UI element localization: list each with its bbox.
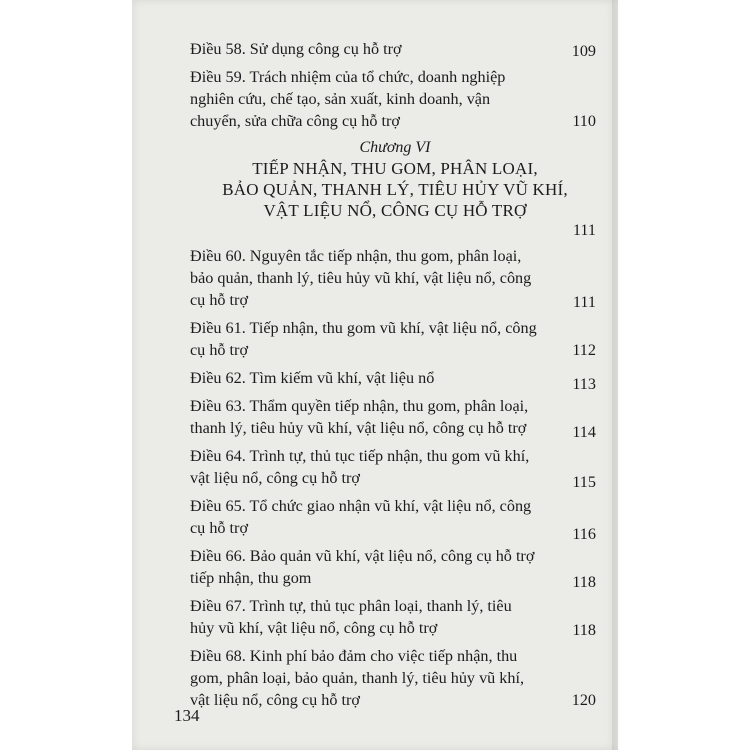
toc-entry-66 (190, 545, 596, 591)
toc-entry-page: 113 (572, 375, 596, 393)
chapter-title-line: VẬT LIỆU NỔ, CÔNG CỤ HỖ TRỢ (263, 201, 527, 220)
chapter-heading (190, 138, 600, 239)
toc-entry-page: 110 (572, 112, 596, 130)
toc-entry-text: Điều 61. Tiếp nhận, thu gom vũ khí, vật liệu nổ, công cụ hỗ trợ (190, 319, 537, 359)
toc-entry-text: Điều 67. Trình tự, thủ tục phân loại, thanh lý, tiêu hủy vũ khí, vật liệu nổ, công cụ hỗ trợ (190, 597, 512, 637)
toc-entry-58 (190, 38, 600, 60)
toc-entry-text: Điều 60. Nguyên tắc tiếp nhận, thu gom, phân loại, bảo quản, thanh lý, tiêu hủy vũ khí, vật liệu nổ, công cụ hỗ trợ (190, 247, 532, 309)
toc-entry-61 (190, 317, 596, 361)
toc-entry-text: Điều 62. Tìm kiếm vũ khí, vật liệu nổ (190, 369, 435, 387)
toc-entry-68 (190, 645, 596, 711)
table-of-contents (190, 38, 600, 717)
chapter-title-line: BẢO QUẢN, THANH LÝ, TIÊU HỦY VŨ KHÍ, (222, 180, 568, 199)
toc-entry-page: 111 (572, 293, 596, 311)
toc-entry-text: Điều 65. Tổ chức giao nhận vũ khí, vật liệu nổ, công cụ hỗ trợ (190, 497, 532, 537)
toc-entry-63 (190, 395, 596, 441)
toc-entry-text: Điều 59. Trách nhiệm của tổ chức, doanh nghiệp nghiên cứu, chế tạo, sản xuất, kinh doanh, vận chuyển, sửa chữa công cụ hỗ trợ (190, 68, 506, 130)
toc-entry-60 (190, 245, 596, 311)
toc-entry-page: 115 (572, 473, 596, 491)
toc-entry-59 (190, 66, 596, 132)
page-edge-shadow (612, 0, 620, 750)
chapter-page: 111 (572, 221, 596, 239)
chapter-label: Chương VI (359, 139, 431, 156)
chapter-title-line: TIẾP NHẬN, THU GOM, PHÂN LOẠI, (252, 159, 538, 178)
toc-entry-64 (190, 445, 596, 491)
page-number: 134 (174, 706, 200, 725)
toc-entry-65 (190, 495, 596, 543)
toc-entry-page: 116 (572, 525, 596, 543)
toc-entry-text: Điều 64. Trình tự, thủ tục tiếp nhận, thu gom vũ khí, vật liệu nổ, công cụ hỗ trợ (190, 447, 530, 487)
toc-entry-page: 109 (571, 42, 596, 60)
toc-entry-page: 118 (572, 621, 596, 639)
toc-entry-text: Điều 66. Bảo quản vũ khí, vật liệu nổ, công cụ hỗ trợ tiếp nhận, thu gom (190, 547, 535, 587)
toc-entry-page: 118 (572, 573, 596, 591)
toc-entry-text: Điều 68. Kinh phí bảo đảm cho việc tiếp nhận, thu gom, phân loại, bảo quản, thanh lý, tiêu hủy vũ khí, vật liệu nổ, công cụ hỗ trợ (190, 647, 525, 709)
toc-entry-text: Điều 63. Thẩm quyền tiếp nhận, thu gom, phân loại, thanh lý, tiêu hủy vũ khí, vật liệu nổ, công cụ hỗ trợ (190, 397, 529, 437)
toc-entry-page: 114 (572, 423, 596, 441)
toc-entry-62 (190, 367, 596, 393)
toc-entry-67 (190, 595, 596, 639)
toc-entry-page: 112 (572, 341, 596, 359)
toc-entry-text: Điều 58. Sử dụng công cụ hỗ trợ (190, 40, 402, 58)
toc-entry-page: 120 (571, 691, 596, 709)
